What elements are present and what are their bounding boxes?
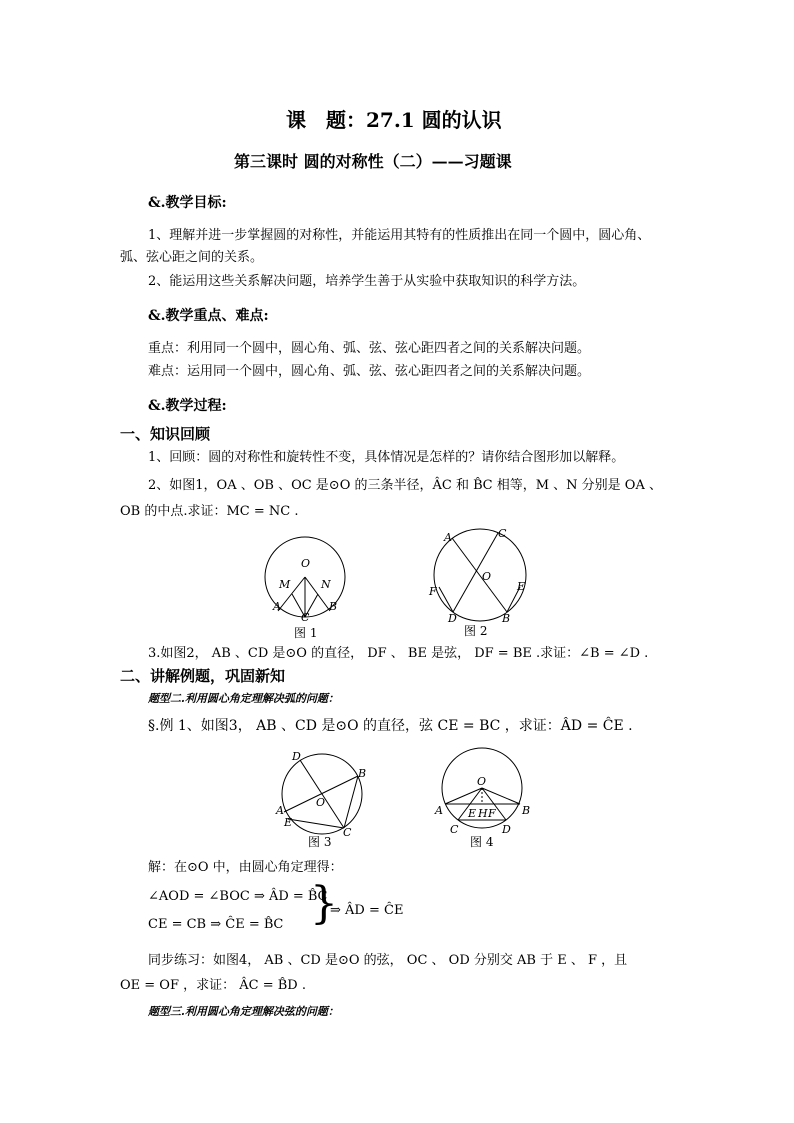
solution-result: ⇒ ÂD = ĈE bbox=[330, 903, 404, 918]
fig3-chord-bc bbox=[344, 776, 358, 828]
fig2-caption: 图 2 bbox=[464, 624, 488, 638]
solution-line-1: ∠AOD = ∠BOC ⇒ ÂD = B̂C bbox=[148, 889, 328, 904]
fig3-label-d: D bbox=[292, 750, 301, 763]
figure-4 bbox=[432, 744, 542, 850]
fig1-caption: 图 1 bbox=[294, 626, 318, 640]
fig2-diameter-cd bbox=[453, 533, 498, 612]
question-2-line-1: 2、如图1，OA 、OB 、OC 是⊙O 的三条半径，ÂC 和 B̂C 相等，M 、N 分别是 OA 、 bbox=[148, 478, 662, 493]
key-point: 重点：利用同一个圆中，圆心角、弧、弦、弦心距四者之间的关系解决问题。 bbox=[148, 341, 591, 356]
practice-line-1: 同步练习：如图4， AB 、CD 是⊙O 的弦， OC 、 OD 分别交 AB 于 E 、 F ，且 bbox=[148, 953, 628, 968]
fig2-label-a: A bbox=[444, 531, 452, 544]
fig1-label-m: M bbox=[279, 578, 291, 591]
type-3-heading: 题型三.利用圆心角定理解决弦的问题： bbox=[148, 1005, 339, 1018]
fig2-label-o: O bbox=[482, 570, 492, 583]
fig1-label-c: C bbox=[301, 611, 310, 624]
fig4-label-a: A bbox=[435, 804, 443, 817]
fig4-label-d: D bbox=[502, 823, 511, 836]
question-3: 3.如图2， AB 、CD 是⊙O 的直径， DF 、 BE 是弦， DF = BE .求证：∠B = ∠D . bbox=[148, 646, 649, 661]
fig1-label-b: B bbox=[329, 600, 338, 613]
fig4-label-h: H bbox=[478, 807, 488, 820]
figure-3 bbox=[270, 744, 380, 850]
goals-line-2: 弧、弦心距之间的关系。 bbox=[120, 250, 264, 265]
fig4-label-o: O bbox=[477, 775, 487, 788]
practice-line-2: OE = OF ，求证： ÂC = B̂D . bbox=[120, 978, 306, 993]
fig3-label-a: A bbox=[276, 804, 284, 817]
fig3-label-c: C bbox=[343, 826, 352, 839]
section-2-heading: 二、讲解例题，巩固新知 bbox=[120, 667, 286, 685]
fig2-label-e: E bbox=[517, 580, 526, 593]
solution-line-2: CE = CB ⇒ ĈE = B̂C bbox=[148, 917, 284, 932]
section-1-heading: 一、知识回顾 bbox=[120, 425, 211, 443]
type-2-heading: 题型二.利用圆心角定理解决弧的问题： bbox=[148, 692, 339, 705]
fig2-diameter-ab bbox=[452, 538, 507, 612]
goals-line-3: 2、能运用这些关系解决问题，培养学生善于从实验中获取知识的科学方法。 bbox=[148, 274, 586, 289]
page-title: 课 题：27.1 圆的认识 bbox=[286, 108, 502, 132]
solution-brace: } bbox=[310, 878, 338, 929]
fig1-label-o: O bbox=[301, 557, 311, 570]
fig2-label-b: B bbox=[502, 612, 511, 625]
fig3-label-b: B bbox=[358, 767, 367, 780]
example-1: §.例 1、如图3， AB 、CD 是⊙O 的直径，弦 CE = BC ，求证：ÂD = ĈE . bbox=[148, 718, 633, 734]
fig4-label-c: C bbox=[450, 823, 459, 836]
fig3-label-e: E bbox=[284, 816, 293, 829]
hard-point: 难点：运用同一个圆中，圆心角、弧、弦、弦心距四者之间的关系解决问题。 bbox=[148, 364, 591, 379]
process-heading: &.教学过程: bbox=[148, 398, 227, 414]
goals-line-1: 1、理解并进一步掌握圆的对称性，并能运用其特有的性质推出在同一个圆中，圆心角、 bbox=[148, 228, 651, 243]
fig4-label-b: B bbox=[522, 804, 531, 817]
figure-2 bbox=[420, 525, 550, 643]
fig4-label-f: F bbox=[488, 807, 496, 820]
fig2-label-c: C bbox=[498, 527, 507, 540]
fig2-label-f: F bbox=[429, 585, 437, 598]
fig4-label-e: E bbox=[468, 807, 477, 820]
page-subtitle: 第三课时 圆的对称性（二）——习题课 bbox=[234, 152, 512, 171]
solution-intro: 解：在⊙O 中，由圆心角定理得： bbox=[148, 860, 343, 875]
fig2-label-d: D bbox=[448, 612, 457, 625]
fig1-label-n: N bbox=[321, 578, 331, 591]
fig1-label-a: A bbox=[273, 600, 281, 613]
figure-1 bbox=[250, 525, 370, 643]
fig3-caption: 图 3 bbox=[308, 835, 332, 849]
fig3-label-o: O bbox=[316, 796, 326, 809]
goals-heading: &.教学目标: bbox=[148, 195, 227, 211]
fig3-chord-ce bbox=[288, 819, 344, 828]
fig4-caption: 图 4 bbox=[470, 835, 494, 849]
question-2-line-2: OB 的中点.求证：MC = NC . bbox=[120, 504, 299, 519]
question-1: 1、回顾：圆的对称性和旋转性不变，具体情况是怎样的？请你结合图形加以解释。 bbox=[148, 450, 625, 465]
keypoints-heading: &.教学重点、难点: bbox=[148, 308, 269, 324]
